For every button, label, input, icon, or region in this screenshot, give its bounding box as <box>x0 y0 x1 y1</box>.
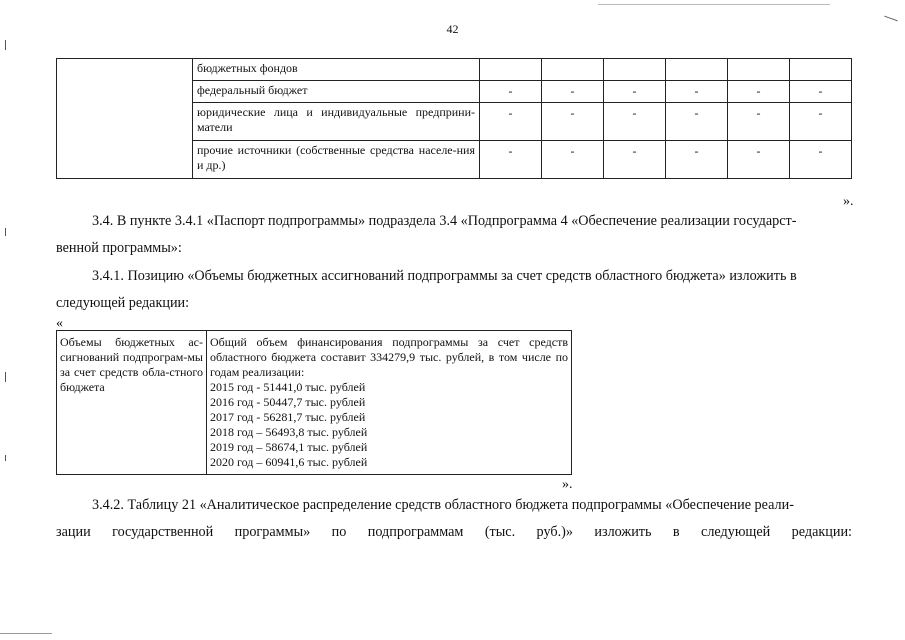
closing-quote: ». <box>562 477 573 492</box>
source-label: федеральный бюджет <box>193 81 480 103</box>
paragraph-line: венной программы»: <box>56 240 182 256</box>
year-line: 2016 год - 50447,7 тыс. рублей <box>210 395 366 409</box>
value-cell: - <box>790 81 852 103</box>
value-cell <box>790 59 852 81</box>
year-line: 2017 год - 56281,7 тыс. рублей <box>210 410 366 424</box>
funding-sources-table <box>56 58 852 179</box>
source-label: бюджетных фондов <box>193 59 480 81</box>
source-label: юридические лица и индивидуальные предприни-матели <box>193 103 480 141</box>
value-cell: - <box>604 141 666 179</box>
paragraph-3-4-2 <box>56 497 852 514</box>
value-cell <box>480 59 542 81</box>
corner-mark <box>884 16 897 22</box>
years-list <box>210 380 568 470</box>
year-line: 2015 год - 51441,0 тыс. рублей <box>210 380 366 394</box>
value-cell: - <box>480 103 542 141</box>
paragraph-3-4 <box>56 213 852 230</box>
allocation-value-cell <box>207 331 572 475</box>
paragraph-3-4-1 <box>56 268 852 285</box>
value-cell: - <box>790 103 852 141</box>
value-cell: - <box>790 141 852 179</box>
table-row <box>57 59 852 81</box>
empty-cell <box>57 59 193 179</box>
value-cell: - <box>666 141 728 179</box>
bottom-edge-line <box>0 633 52 634</box>
paragraph-3-4-continued <box>56 240 852 257</box>
value-cell: - <box>728 141 790 179</box>
value-cell: - <box>542 103 604 141</box>
value-cell: - <box>728 103 790 141</box>
value-cell <box>542 59 604 81</box>
value-cell: - <box>666 103 728 141</box>
opening-quote: « <box>56 316 63 331</box>
page-number: 42 <box>446 22 459 36</box>
paragraph-line: 3.4.1. Позицию «Объемы бюджетных ассигнований подпрограммы за счет средств областного бюджета» изложить в <box>92 268 797 284</box>
margin-tick <box>5 40 6 50</box>
source-label: прочие источники (собственные средства населе-ния и др.) <box>193 141 480 179</box>
allocation-label-cell: Объемы бюджетных ас-сигнований подпрограм-мы за счет средств обла-стного бюджета <box>57 331 207 475</box>
closing-quote: ». <box>843 194 854 209</box>
value-cell: - <box>604 103 666 141</box>
value-cell: - <box>604 81 666 103</box>
year-line: 2019 год – 58674,1 тыс. рублей <box>210 440 368 454</box>
value-cell: - <box>728 81 790 103</box>
value-cell: - <box>480 81 542 103</box>
value-cell <box>666 59 728 81</box>
allocation-intro: Общий объем финансирования подпрограммы за счет средств областного бюджета составит 334279,9 тыс. рублей, в том числе по годам реализации: <box>210 335 568 379</box>
value-cell: - <box>666 81 728 103</box>
paragraph-line: следующей редакции: <box>56 295 190 311</box>
value-cell: - <box>542 141 604 179</box>
value-cell <box>728 59 790 81</box>
paragraph-3-4-2-continued: зации государственной программы» по подпрограммам (тыс. руб.)» изложить в следующей редакции: <box>56 524 852 540</box>
margin-tick <box>5 372 6 382</box>
margin-tick <box>5 455 6 461</box>
value-cell: - <box>480 141 542 179</box>
year-line: 2020 год – 60941,6 тыс. рублей <box>210 455 368 469</box>
top-edge-line <box>598 4 830 5</box>
value-cell: - <box>542 81 604 103</box>
margin-tick <box>5 228 6 236</box>
paragraph-line: 3.4. В пункте 3.4.1 «Паспорт подпрограммы» подраздела 3.4 «Подпрограмма 4 «Обеспечение реализации государст- <box>92 213 797 229</box>
budget-allocation-table <box>56 330 572 475</box>
paragraph-3-4-1-continued <box>56 295 852 312</box>
year-line: 2018 год – 56493,8 тыс. рублей <box>210 425 368 439</box>
value-cell <box>604 59 666 81</box>
paragraph-line: 3.4.2. Таблицу 21 «Аналитическое распределение средств областного бюджета подпрограммы «Обеспечение реали- <box>92 497 794 513</box>
